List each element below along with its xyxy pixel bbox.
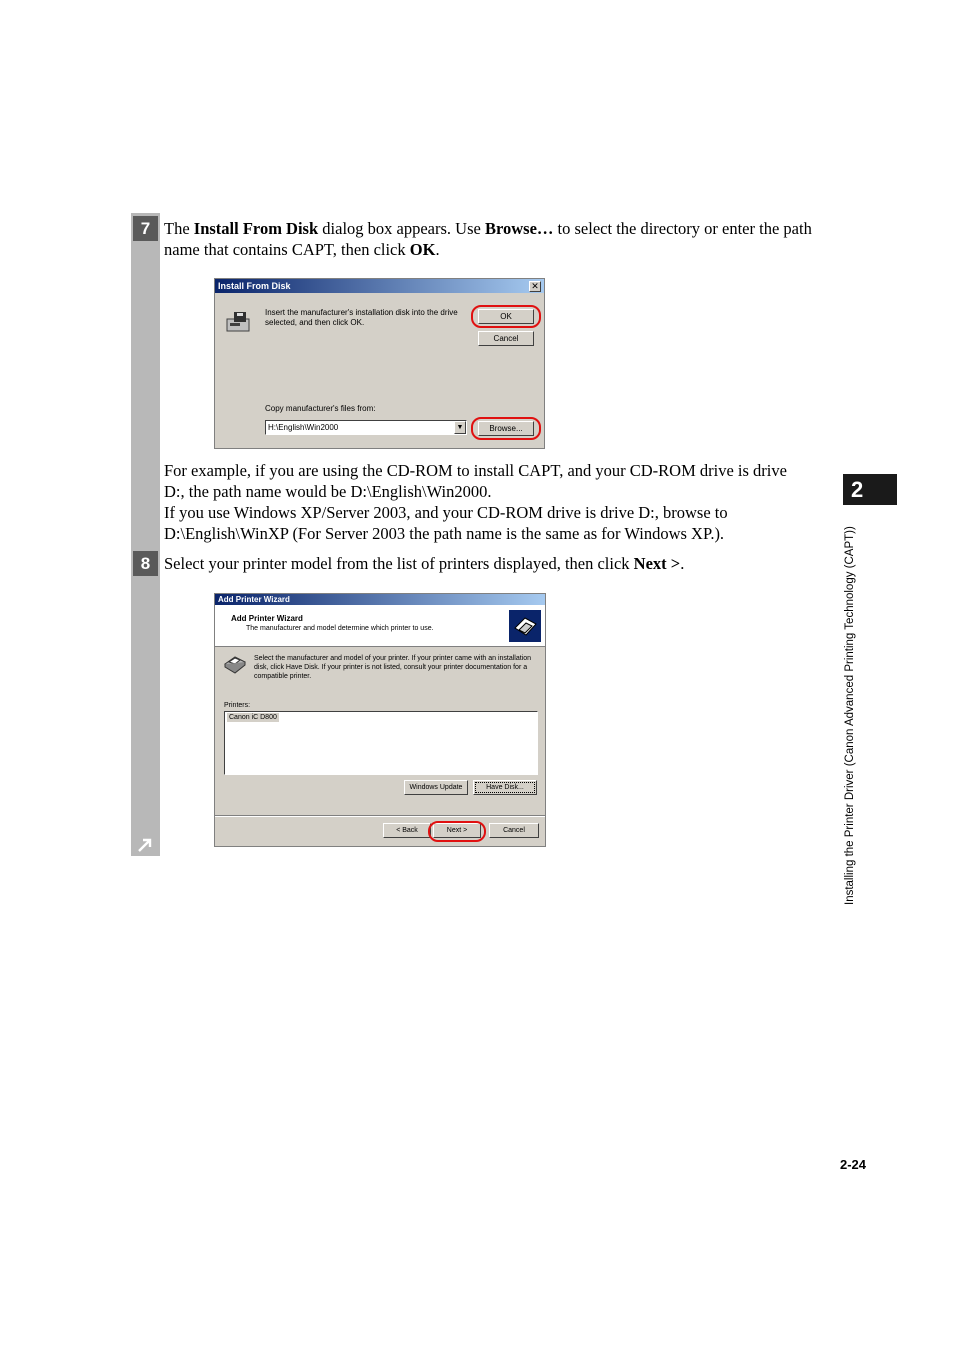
printer-wizard-icon	[509, 610, 541, 642]
wizard-header-subtitle: The manufacturer and model determine which printer to use.	[246, 625, 434, 632]
step-number-badge: 8	[133, 551, 158, 576]
next-button[interactable]: Next >	[433, 823, 481, 838]
page-number: 2-24	[840, 1157, 867, 1172]
dialog-message: Insert the manufacturer's installation disk into the drive selected, and then click OK.	[265, 308, 458, 327]
highlight-ring	[471, 417, 541, 440]
step-number-badge: 7	[133, 216, 158, 241]
step-8-instruction: Select your printer model from the list of printers displayed, then click Next >.	[164, 554, 685, 573]
chevron-down-icon[interactable]: ▼	[454, 421, 466, 434]
printer-icon	[223, 652, 247, 674]
add-printer-wizard-dialog	[214, 593, 546, 847]
printers-list[interactable]	[224, 711, 538, 775]
dialog-title: Install From Disk	[215, 279, 544, 293]
cancel-button[interactable]: Cancel	[489, 823, 539, 838]
wizard-footer-divider	[215, 815, 545, 817]
example-note-line: If you use Windows XP/Server 2003, and your CD-ROM drive is drive D:, browse to D:\English\WinXP (For Server 2003 the path name is the same as for Windows XP.).	[164, 503, 728, 543]
floppy-drive-icon	[226, 311, 252, 333]
browse-button[interactable]: Browse...	[478, 421, 534, 436]
example-note-line: For example, if you are using the CD-ROM to install CAPT, and your CD-ROM drive is drive D:, the path name would be D:\English\Win2000.	[164, 461, 787, 501]
example-note	[164, 460, 804, 544]
printers-label: Printers:	[224, 702, 251, 709]
install-from-disk-dialog	[214, 278, 545, 449]
list-item[interactable]: Canon iC D800	[229, 714, 277, 721]
cancel-button[interactable]: Cancel	[478, 331, 534, 346]
highlight-ring	[428, 821, 486, 842]
back-button[interactable]: < Back	[383, 823, 431, 838]
step-7-instruction: The Install From Disk dialog box appears. Use Browse… to select the directory or enter the path name that contains CAPT, then click OK.	[164, 219, 812, 259]
windows-update-button[interactable]: Windows Update	[404, 780, 468, 795]
chapter-tab: 2	[843, 474, 897, 505]
continue-arrow-icon	[134, 834, 156, 856]
path-value: H:\English\Win2000	[268, 423, 339, 432]
have-disk-button[interactable]: Have Disk...	[473, 780, 537, 795]
ok-button[interactable]: OK	[478, 309, 534, 324]
wizard-instructions: Select the manufacturer and model of your printer. If your printer came with an installation disk, click Have Disk. If your printer is not listed, consult your printer documentation for a compatible printer.	[254, 655, 532, 680]
step-sidebar-bar	[131, 213, 160, 856]
wizard-header	[215, 605, 545, 647]
wizard-header-title: Add Printer Wizard	[231, 614, 303, 623]
close-button[interactable]: ✕	[529, 281, 541, 292]
path-combobox[interactable]	[265, 420, 467, 435]
copy-from-label: Copy manufacturer's files from:	[265, 404, 376, 413]
highlight-ring	[471, 305, 541, 328]
running-title: Installing the Printer Driver (Canon Advanced Printing Technology (CAPT))	[844, 526, 856, 905]
wizard-title: Add Printer Wizard	[215, 594, 545, 605]
